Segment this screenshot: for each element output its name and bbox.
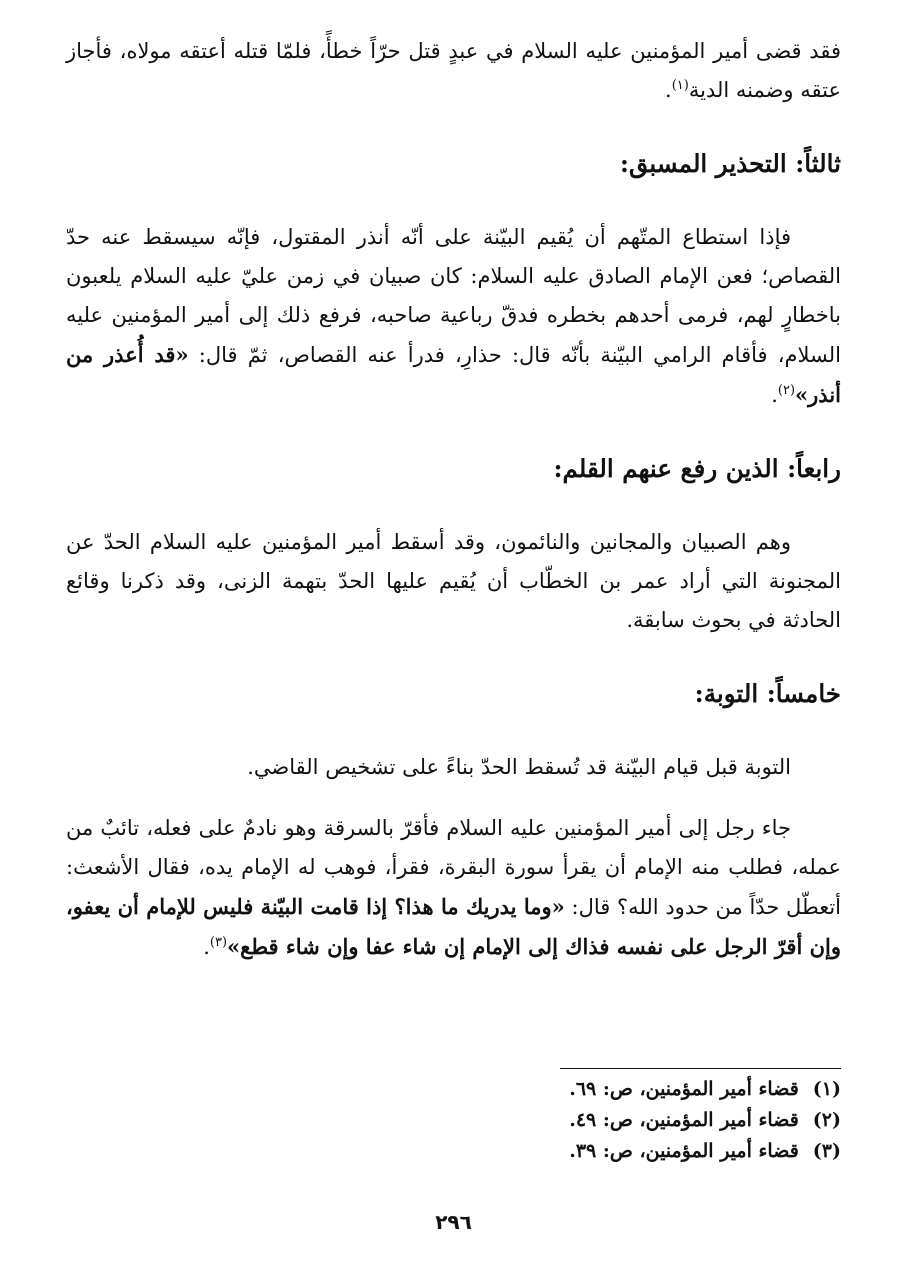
paragraph-5-quote: «وما يدريك ما هذا؟ إذا قامت البيّنة فليس للإمام أن يعفو، وإن أقرّ الرجل على نفسه فذاك إلى الإمام إن شاء عفا وإن شاء قطع» [66,894,841,959]
paragraph-3: وهم الصبيان والمجانين والنائمون، وقد أسقط أمير المؤمنين عليه السلام الحدّ عن المجنونة التي أراد عمر بن الخطّاب أن يُقيم عليها الحدّ بتهمة الزنى، وقد ذكرنا وقائع الحادثة في بحوث سابقة. [66,530,841,632]
footnote-number: (٢) [812,1109,841,1131]
footnote-ref-3[interactable]: (٣) [209,935,228,950]
footnote-text: قضاء أمير المؤمنين، ص: ٦٩. [569,1078,799,1100]
paragraph-2-text: فإذا استطاع المتّهم أن يُقيم البيّنة على أنّه أنذر المقتول، فإنّه سيسقط عنه حدّ القصاص؛ فعن الإمام الصادق عليه السلام: كان صبيان في زمن عليّ عليه السلام يلعبون باخطارٍ لهم، فرمى أحدهم بخطره فدقّ رباعية صاحبه، فرفع ذلك إلى أمير المؤمنين عليه السلام، فأقام الرامي البيّنة بأنّه قال: حذارِ، فدرأ عنه القصاص، ثمّ قال: [66,225,842,367]
footnote-number: (٣) [812,1140,841,1162]
section-heading-fifth: خامساً: التوبة: [694,679,841,708]
footnote-ref-1[interactable]: (١) [671,78,689,93]
footnote-divider [560,1068,841,1069]
footnote-item [420,1136,841,1167]
paragraph-4: التوبة قبل قيام البيّنة قد تُسقط الحدّ بناءً على تشخيص القاضي. [247,755,791,779]
footnotes [420,1074,841,1167]
footnote-item [420,1105,841,1136]
footnote-number: (١) [812,1078,841,1100]
section-heading-fourth: رابعاً: الذين رفع عنهم القلم: [553,454,841,483]
paragraph-5: جاء رجل إلى أمير المؤمنين عليه السلام فأقرّ بالسرقة وهو نادمٌ على فعله، تائبٌ من عمله، فطلب منه الإمام أن يقرأ سورة البقرة، فقرأ، فوهب له الإمام يده، فقال الأشعث: أتعطّل حدّاً من حدود الله؟ قال: «وما يدريك ما هذا؟ إذا قامت البيّنة فليس للإمام أن يعفو، وإن أقرّ الرجل على نفسه فذاك إلى الإمام إن شاء عفا وإن شاء قطع»$^{(٣)}$. [66,816,842,959]
footnote-text: قضاء أمير المؤمنين، ص: ٤٩. [569,1109,799,1131]
footnote-item [420,1074,841,1105]
paragraph-1: فقد قضى أمير المؤمنين عليه السلام في عبدٍ قتل حرّاً خطأً، فلمّا قتله أعتقه مولاه، فأجاز عتقه وضمنه الدية$^{(١)}$. [66,39,841,102]
section-heading-third: ثالثاً: التحذير المسبق: [619,149,841,178]
paragraph-5-text: جاء رجل إلى أمير المؤمنين عليه السلام فأقرّ بالسرقة وهو نادمٌ على فعله، تائبٌ من عمله، فطلب منه الإمام أن يقرأ سورة البقرة، فقرأ، فوهب له الإمام يده، فقال الأشعث: أتعطّل حدّاً من حدود الله؟ قال: [66,816,842,919]
page-body [66,32,841,967]
footnote-text: قضاء أمير المؤمنين، ص: ٣٩. [569,1140,799,1162]
paragraph-1-text: فقد قضى أمير المؤمنين عليه السلام في عبدٍ قتل حرّاً خطأً، فلمّا قتله أعتقه مولاه، فأجاز عتقه وضمنه الدية [66,39,841,102]
page-number: ٢٩٦ [435,1210,472,1234]
footnote-ref-2[interactable]: (٢) [777,383,796,398]
paragraph-2-quote: «قد أُعذر من أنذر» [66,342,841,407]
paragraph-2: فإذا استطاع المتّهم أن يُقيم البيّنة على أنّه أنذر المقتول، فإنّه سيسقط عنه حدّ القصاص؛ فعن الإمام الصادق عليه السلام: كان صبيان في زمن عليّ عليه السلام يلعبون باخطارٍ لهم، فرمى أحدهم بخطره فدقّ رباعية صاحبه، فرفع ذلك إلى أمير المؤمنين عليه السلام، فأقام الرامي البيّنة بأنّه قال: حذارِ، فدرأ عنه القصاص، ثمّ قال: «قد أُعذر من أنذر»$^{(٢)}$. [66,225,842,407]
